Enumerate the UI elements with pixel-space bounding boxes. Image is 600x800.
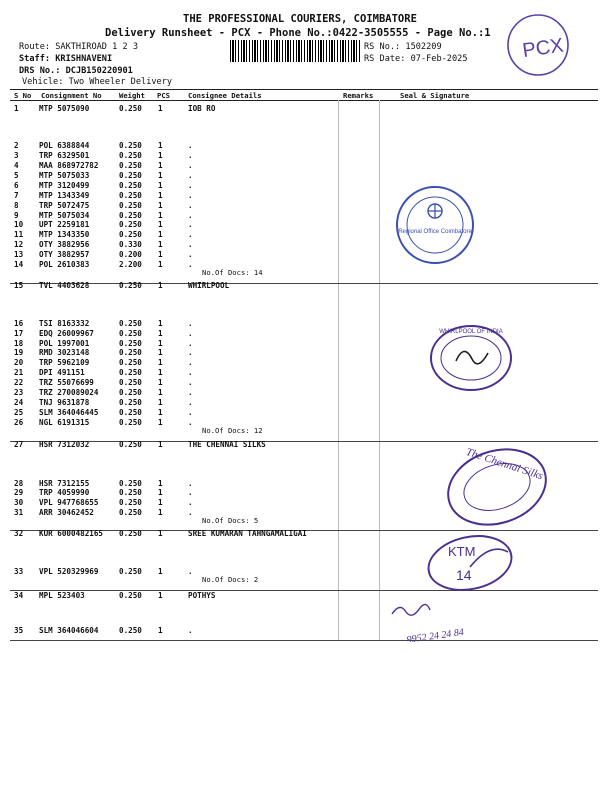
cell-pcs: 1 [158, 508, 163, 517]
cell-wt: 0.250 [119, 191, 142, 200]
cell-consignee: SREE KUMARAN TAHNGAMALIGAI [188, 529, 307, 538]
cell-consignee: . [188, 141, 193, 150]
cell-con: TRZ 55076699 [39, 378, 94, 387]
cell-sno: 28 [14, 479, 24, 488]
cell-pcs: 1 [158, 151, 163, 160]
cell-wt: 0.250 [119, 319, 142, 328]
cell-wt: 0.250 [119, 339, 142, 348]
cell-sno: 15 [14, 281, 24, 290]
cell-pcs: 1 [158, 319, 163, 328]
cell-con: RMD 3023148 [39, 348, 90, 357]
cell-sno: 35 [14, 626, 24, 635]
cell-sno: 33 [14, 567, 24, 576]
cell-pcs: 1 [158, 141, 163, 150]
cell-con: SLM 364046604 [39, 626, 99, 635]
cell-con: HSR 7312155 [39, 479, 90, 488]
cell-pcs: 1 [158, 161, 163, 170]
cell-sno: 4 [14, 161, 19, 170]
cell-con: POL 6388844 [39, 141, 90, 150]
cell-wt: 0.250 [119, 626, 142, 635]
group-separator [10, 441, 598, 442]
cell-con: MTP 1343349 [39, 191, 90, 200]
svg-text:PCX: PCX [521, 34, 565, 63]
cell-consignee: . [188, 358, 193, 367]
cell-consignee: WHIRLPOOL [188, 281, 230, 290]
doc-count: No.Of Docs: 5 [202, 516, 259, 525]
cell-sno: 25 [14, 408, 24, 417]
cell-pcs: 1 [158, 211, 163, 220]
cell-consignee: POTHYS [188, 591, 216, 600]
route-line [19, 42, 138, 52]
cell-pcs: 1 [158, 230, 163, 239]
svg-text:Regional Office Coimbatore: Regional Office Coimbatore [398, 229, 472, 235]
cell-wt: 0.250 [119, 418, 142, 427]
group-separator [10, 283, 598, 284]
rs-no-label: RS No.: [364, 42, 401, 52]
cell-wt: 0.250 [119, 230, 142, 239]
cell-consignee: . [188, 626, 193, 635]
cell-wt: 2.200 [119, 260, 142, 269]
cell-sno: 29 [14, 488, 24, 497]
cell-pcs: 1 [158, 479, 163, 488]
cell-pcs: 1 [158, 567, 163, 576]
pcx-stamp [502, 12, 574, 78]
cell-sno: 8 [14, 201, 19, 210]
cell-pcs: 1 [158, 529, 163, 538]
cell-consignee: . [188, 161, 193, 170]
rs-no-value: 1502209 [405, 42, 442, 52]
cell-wt: 0.330 [119, 240, 142, 249]
cell-consignee: . [188, 488, 193, 497]
cell-consignee: . [188, 319, 193, 328]
cell-sno: 7 [14, 191, 19, 200]
cell-pcs: 1 [158, 358, 163, 367]
cell-consignee: . [188, 388, 193, 397]
cell-consignee: . [188, 181, 193, 190]
drs-value: DCJB150220901 [65, 66, 133, 76]
cell-pcs: 1 [158, 240, 163, 249]
cell-wt: 0.250 [119, 181, 142, 190]
svg-text:WHIRLPOOL OF INDIA: WHIRLPOOL OF INDIA [439, 329, 503, 335]
cell-pcs: 1 [158, 339, 163, 348]
cell-sno: 1 [14, 104, 19, 113]
cell-con: TRP 5072475 [39, 201, 90, 210]
col-consignment: Consignment No [41, 91, 102, 100]
cell-consignee: . [188, 418, 193, 427]
divider-remarks [338, 100, 339, 640]
cell-consignee: . [188, 201, 193, 210]
drs-label: DRS No.: [19, 66, 61, 76]
cell-sno: 17 [14, 329, 24, 338]
cell-wt: 0.250 [119, 368, 142, 377]
cell-sno: 12 [14, 240, 24, 249]
doc-count: No.Of Docs: 14 [202, 268, 263, 277]
whirlpool-seal-stamp [428, 323, 514, 393]
ktm-seal-stamp [420, 532, 520, 594]
cell-consignee: . [188, 191, 193, 200]
cell-wt: 0.250 [119, 358, 142, 367]
cell-wt: 0.250 [119, 479, 142, 488]
cell-wt: 0.250 [119, 141, 142, 150]
doc-count: No.Of Docs: 12 [202, 426, 263, 435]
cell-pcs: 1 [158, 201, 163, 210]
group-separator [10, 640, 598, 641]
cell-con: TRP 5962109 [39, 358, 90, 367]
svg-text:14: 14 [456, 567, 472, 583]
cell-sno: 6 [14, 181, 19, 190]
cell-consignee: . [188, 408, 193, 417]
cell-sno: 18 [14, 339, 24, 348]
cell-wt: 0.250 [119, 329, 142, 338]
col-seal: Seal & Signature [400, 91, 470, 100]
cell-pcs: 1 [158, 418, 163, 427]
cell-con: DPI 491151 [39, 368, 85, 377]
cell-sno: 26 [14, 418, 24, 427]
cell-wt: 0.250 [119, 201, 142, 210]
cell-wt: 0.250 [119, 281, 142, 290]
cell-wt: 0.250 [119, 398, 142, 407]
cell-consignee: . [188, 230, 193, 239]
cell-pcs: 1 [158, 250, 163, 259]
cell-consignee: . [188, 220, 193, 229]
cell-pcs: 1 [158, 260, 163, 269]
cell-consignee: . [188, 240, 193, 249]
runsheet-subtitle: Delivery Runsheet - PCX - Phone No.:0422-3505555 - Page No.:1 [105, 27, 491, 39]
barcode [230, 40, 360, 62]
cell-pcs: 1 [158, 398, 163, 407]
cell-pcs: 1 [158, 591, 163, 600]
cell-consignee: . [188, 211, 193, 220]
cell-con: POL 1997001 [39, 339, 90, 348]
company-title: THE PROFESSIONAL COURIERS, COIMBATORE [183, 13, 417, 25]
cell-wt: 0.250 [119, 378, 142, 387]
cell-wt: 0.250 [119, 508, 142, 517]
cell-con: MTP 1343350 [39, 230, 90, 239]
cell-sno: 20 [14, 358, 24, 367]
col-consignee: Consignee Details [188, 91, 262, 100]
cell-con: MTP 5075090 [39, 104, 90, 113]
cell-consignee: . [188, 368, 193, 377]
cell-consignee: . [188, 498, 193, 507]
cell-con: KUR 6000482165 [39, 529, 104, 538]
cell-con: MAA 868972782 [39, 161, 99, 170]
vehicle-label: Vehicle: [22, 77, 64, 87]
cell-pcs: 1 [158, 488, 163, 497]
cell-pcs: 1 [158, 171, 163, 180]
cell-consignee: . [188, 250, 193, 259]
cell-sno: 34 [14, 591, 24, 600]
cell-sno: 2 [14, 141, 19, 150]
cell-wt: 0.250 [119, 408, 142, 417]
cell-wt: 0.250 [119, 488, 142, 497]
cell-sno: 24 [14, 398, 24, 407]
cell-con: UPT 2259181 [39, 220, 90, 229]
cell-pcs: 1 [158, 368, 163, 377]
cell-wt: 0.250 [119, 498, 142, 507]
cell-sno: 22 [14, 378, 24, 387]
cell-con: TNJ 9631878 [39, 398, 90, 407]
route-label: Route: [19, 42, 51, 52]
cell-con: TSI 8163332 [39, 319, 90, 328]
vehicle-line [22, 77, 172, 87]
cell-consignee: . [188, 348, 193, 357]
cell-con: TRP 4059990 [39, 488, 90, 497]
cell-sno: 11 [14, 230, 24, 239]
handwritten-signature [386, 592, 496, 642]
cell-pcs: 1 [158, 348, 163, 357]
svg-text:KTM: KTM [448, 544, 476, 559]
cell-consignee: . [188, 339, 193, 348]
cell-sno: 30 [14, 498, 24, 507]
svg-text:9952 24 24 84: 9952 24 24 84 [406, 626, 465, 642]
cell-consignee: . [188, 260, 193, 269]
cell-consignee: . [188, 171, 193, 180]
iob-seal-stamp [393, 183, 477, 267]
staff-line [19, 54, 112, 64]
cell-pcs: 1 [158, 378, 163, 387]
cell-con: VPL 947768655 [39, 498, 99, 507]
cell-con: OTY 3882957 [39, 250, 90, 259]
cell-wt: 0.250 [119, 171, 142, 180]
cell-consignee: . [188, 378, 193, 387]
cell-pcs: 1 [158, 498, 163, 507]
vehicle-value: Two Wheeler Delivery [68, 77, 173, 87]
cell-pcs: 1 [158, 281, 163, 290]
rs-date-line [364, 54, 468, 64]
col-pcs: PCS [157, 91, 170, 100]
cell-sno: 9 [14, 211, 19, 220]
rs-date-value: 07-Feb-2025 [410, 54, 468, 64]
cell-sno: 32 [14, 529, 24, 538]
cell-wt: 0.250 [119, 567, 142, 576]
cell-con: HSR 7312032 [39, 440, 90, 449]
cell-wt: 0.250 [119, 220, 142, 229]
cell-consignee: THE CHENNAI SILKS [188, 440, 266, 449]
cell-consignee: . [188, 508, 193, 517]
doc-count: No.Of Docs: 2 [202, 575, 259, 584]
col-weight: Weight [119, 91, 145, 100]
cell-pcs: 1 [158, 440, 163, 449]
cell-con: MTP 5075033 [39, 171, 90, 180]
cell-sno: 23 [14, 388, 24, 397]
cell-consignee: . [188, 479, 193, 488]
col-sno: S No [14, 91, 32, 100]
table-top-line [10, 89, 598, 90]
cell-sno: 13 [14, 250, 24, 259]
cell-consignee: . [188, 567, 193, 576]
cell-sno: 10 [14, 220, 24, 229]
cell-wt: 0.250 [119, 440, 142, 449]
divider-seal [379, 100, 380, 640]
cell-con: POL 2610383 [39, 260, 90, 269]
rs-date-label: RS Date: [364, 54, 406, 64]
cell-consignee: IOB RO [188, 104, 216, 113]
cell-wt: 0.250 [119, 388, 142, 397]
cell-wt: 0.250 [119, 529, 142, 538]
cell-sno: 3 [14, 151, 19, 160]
cell-consignee: . [188, 398, 193, 407]
cell-con: VPL 520329969 [39, 567, 99, 576]
cell-sno: 14 [14, 260, 24, 269]
cell-wt: 0.250 [119, 161, 142, 170]
cell-pcs: 1 [158, 220, 163, 229]
svg-text:The Chennai Silks: The Chennai Silks [464, 446, 545, 483]
cell-pcs: 1 [158, 329, 163, 338]
staff-label: Staff: [19, 54, 51, 64]
header-bottom-line [10, 100, 598, 101]
cell-sno: 16 [14, 319, 24, 328]
cell-wt: 0.250 [119, 104, 142, 113]
col-remarks: Remarks [343, 91, 374, 100]
cell-pcs: 1 [158, 388, 163, 397]
cell-con: ARR 30462452 [39, 508, 94, 517]
cell-con: TRP 6329501 [39, 151, 90, 160]
cell-sno: 21 [14, 368, 24, 377]
cell-con: SLM 364046445 [39, 408, 99, 417]
cell-con: TRZ 270089024 [39, 388, 99, 397]
cell-con: OTY 3882956 [39, 240, 90, 249]
cell-wt: 0.250 [119, 151, 142, 160]
cell-sno: 31 [14, 508, 24, 517]
cell-consignee: . [188, 151, 193, 160]
cell-pcs: 1 [158, 408, 163, 417]
rs-no-line [364, 42, 442, 52]
cell-con: EDQ 26009967 [39, 329, 94, 338]
cell-pcs: 1 [158, 104, 163, 113]
cell-wt: 0.250 [119, 591, 142, 600]
cell-con: MPL 523403 [39, 591, 85, 600]
cell-wt: 0.200 [119, 250, 142, 259]
cell-con: MTP 5075034 [39, 211, 90, 220]
cell-pcs: 1 [158, 191, 163, 200]
drs-line [19, 66, 133, 76]
cell-con: NGL 6191315 [39, 418, 90, 427]
staff-value: KRISHNAVENI [55, 54, 113, 64]
cell-wt: 0.250 [119, 348, 142, 357]
cell-pcs: 1 [158, 626, 163, 635]
cell-con: TVL 4403628 [39, 281, 90, 290]
route-value: SAKTHIROAD 1 2 3 [55, 42, 139, 52]
cell-sno: 27 [14, 440, 24, 449]
cell-wt: 0.250 [119, 211, 142, 220]
cell-con: MTP 3120499 [39, 181, 90, 190]
chennai-silks-seal-stamp [442, 446, 552, 528]
cell-sno: 19 [14, 348, 24, 357]
cell-consignee: . [188, 329, 193, 338]
cell-pcs: 1 [158, 181, 163, 190]
cell-sno: 5 [14, 171, 19, 180]
